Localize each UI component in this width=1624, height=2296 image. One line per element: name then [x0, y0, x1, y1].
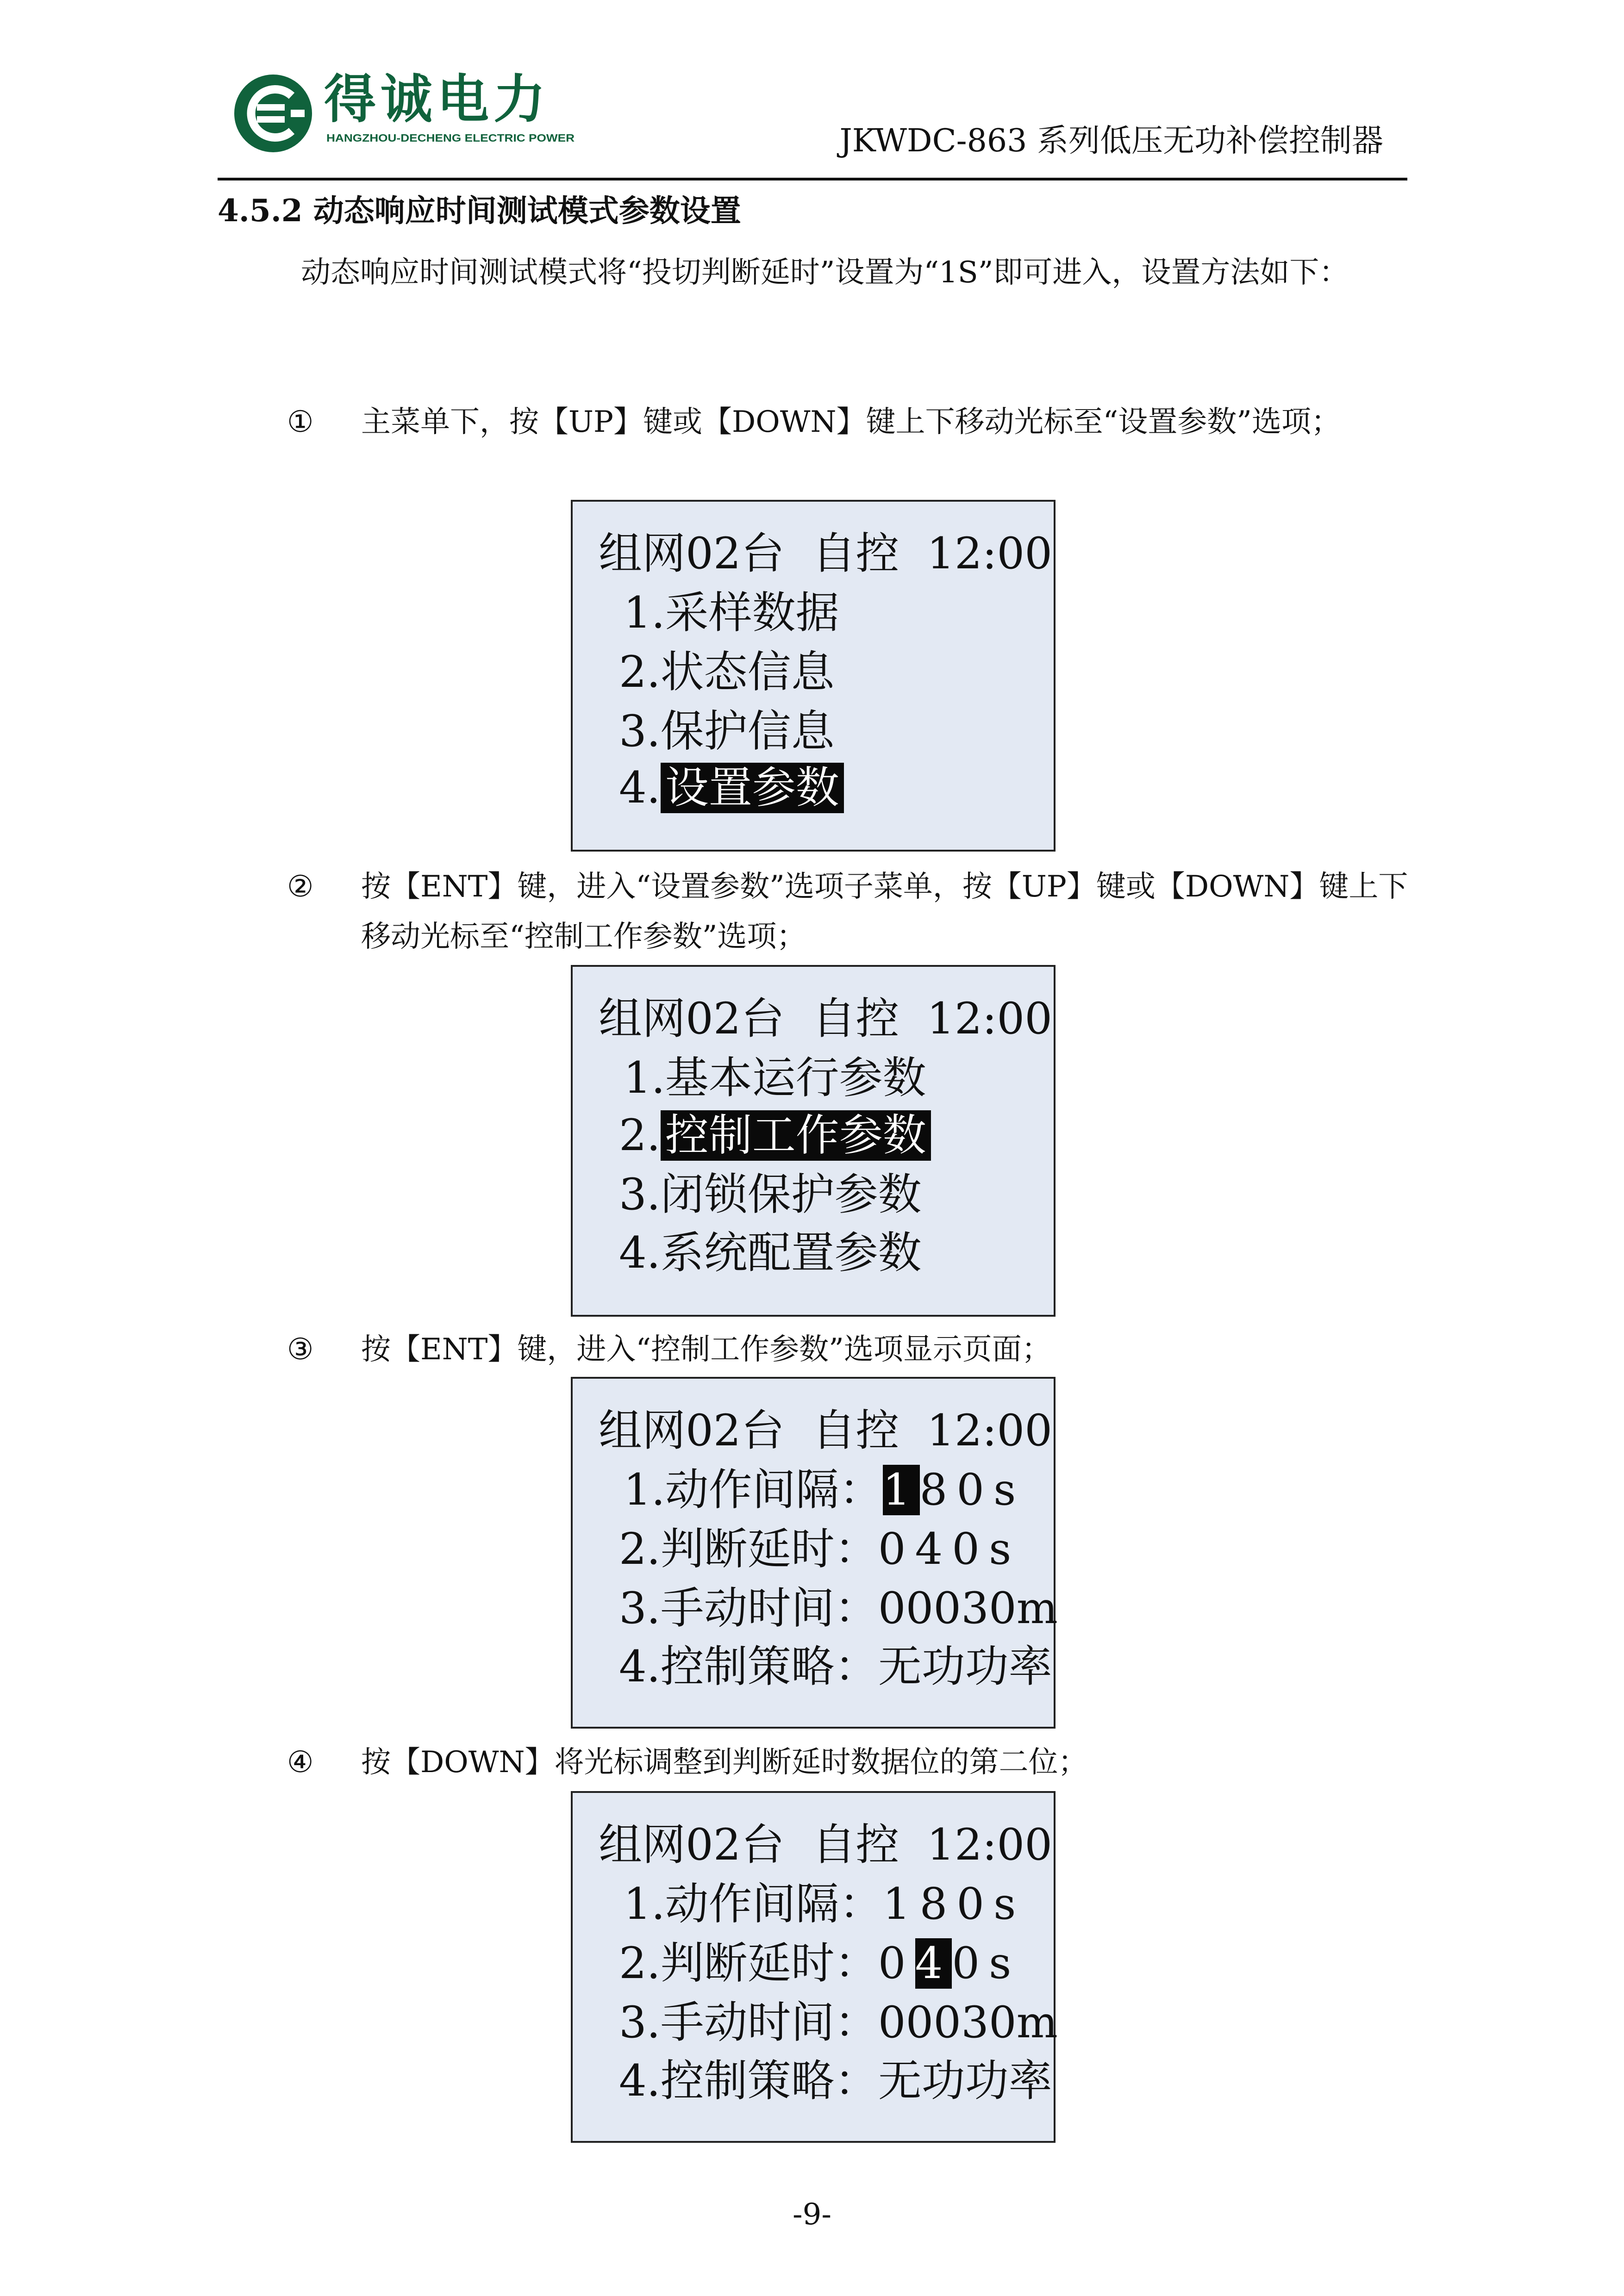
param-label: 3.手动时间：: [619, 1583, 878, 1634]
step-number: ②: [287, 870, 314, 904]
document-title: JKWDC-863 系列低压无功补偿控制器: [839, 123, 1383, 159]
param-label: 2.判断延时：: [619, 1938, 878, 1989]
lcd-status-line: 组网02台 自控 12:00: [599, 1820, 1053, 1870]
edit-cursor: 1: [882, 1465, 920, 1515]
param-label: 1.动作间隔：: [624, 1465, 883, 1515]
company-logo: [231, 69, 597, 160]
param-label: 4.控制策略：: [619, 1642, 878, 1692]
menu-item-selected: [619, 759, 844, 817]
param-label: 2.判断延时：: [619, 1524, 878, 1574]
menu-highlight: 控制工作参数: [661, 1110, 931, 1161]
edit-cursor: 4: [915, 1938, 952, 1989]
menu-item-selected: [619, 1107, 931, 1164]
menu-item: 4.系统配置参数: [619, 1228, 922, 1278]
lcd-screen-settings-menu: [571, 965, 1056, 1317]
param-value: 无功功率: [878, 1642, 1052, 1692]
param-label: 1.动作间隔：: [624, 1879, 883, 1929]
step-number: ①: [287, 405, 314, 439]
param-row: [619, 1935, 1020, 1992]
param-row: [624, 1875, 1025, 1933]
intro-paragraph: 动态响应时间测试模式将“投切判断延时”设置为“1S”即可进入，设置方法如下：: [301, 255, 1349, 290]
page-number: -9-: [793, 2197, 831, 2232]
menu-item: 3.保护信息: [619, 706, 835, 757]
lcd-status-line: 组网02台 自控 12:00: [599, 529, 1053, 579]
menu-item: 1.采样数据: [624, 588, 839, 638]
param-row: [619, 1638, 1052, 1696]
header-divider: [218, 178, 1407, 180]
param-value: 00030m: [878, 1997, 1058, 2048]
lcd-status-line: 组网02台 自控 12:00: [599, 994, 1053, 1044]
step-text: 主菜单下，按【UP】键或【DOWN】键上下移动光标至“设置参数”选项；: [361, 405, 1341, 439]
menu-item: 1.基本运行参数: [624, 1053, 926, 1103]
step-text: 按【DOWN】将光标调整到判断延时数据位的第二位；: [361, 1745, 1088, 1780]
param-value: 80s: [919, 1465, 1025, 1515]
step-number: ④: [287, 1745, 314, 1780]
lcd-screen-main-menu: [571, 500, 1056, 852]
param-value: 040s: [878, 1524, 1021, 1574]
lcd-status-line: 组网02台 自控 12:00: [599, 1406, 1053, 1456]
param-label: 4.控制策略：: [619, 2056, 878, 2106]
param-row: [619, 1994, 1058, 2052]
param-row: [619, 1520, 1020, 1578]
menu-item-index: 2.: [619, 1110, 661, 1161]
step-number: ③: [287, 1332, 314, 1367]
step-text: 按【ENT】键，进入“设置参数”选项子菜单，按【UP】键或【DOWN】键上下移动光标至“控制工作参数”选项；: [361, 870, 1408, 954]
param-value: 180s: [882, 1879, 1025, 1929]
param-row: [619, 1580, 1058, 1637]
param-label: 3.手动时间：: [619, 1997, 878, 2048]
step-text: 按【ENT】键，进入“控制工作参数”选项显示页面；: [361, 1332, 1051, 1367]
menu-item-index: 4.: [619, 763, 661, 813]
logo-english-name: HANGZHOU-DECHENG ELECTRIC POWER: [326, 132, 575, 144]
param-row: [624, 1461, 1025, 1519]
menu-highlight: 设置参数: [661, 763, 844, 813]
param-value-suffix: 0s: [952, 1938, 1021, 1989]
menu-item: 3.闭锁保护参数: [619, 1170, 922, 1220]
menu-item: 2.状态信息: [619, 647, 835, 697]
lcd-screen-delay-edit: [571, 1791, 1056, 2143]
logo-chinese-name: 得诚电力: [324, 69, 550, 130]
param-value: 无功功率: [878, 2056, 1052, 2106]
section-heading: 4.5.2 动态响应时间测试模式参数设置: [218, 193, 741, 229]
param-row: [619, 2052, 1052, 2110]
lcd-screen-control-params: [571, 1377, 1056, 1729]
logo-mark-icon: [231, 72, 315, 155]
param-value: 00030m: [878, 1583, 1058, 1634]
param-value-prefix: 0: [878, 1938, 915, 1989]
